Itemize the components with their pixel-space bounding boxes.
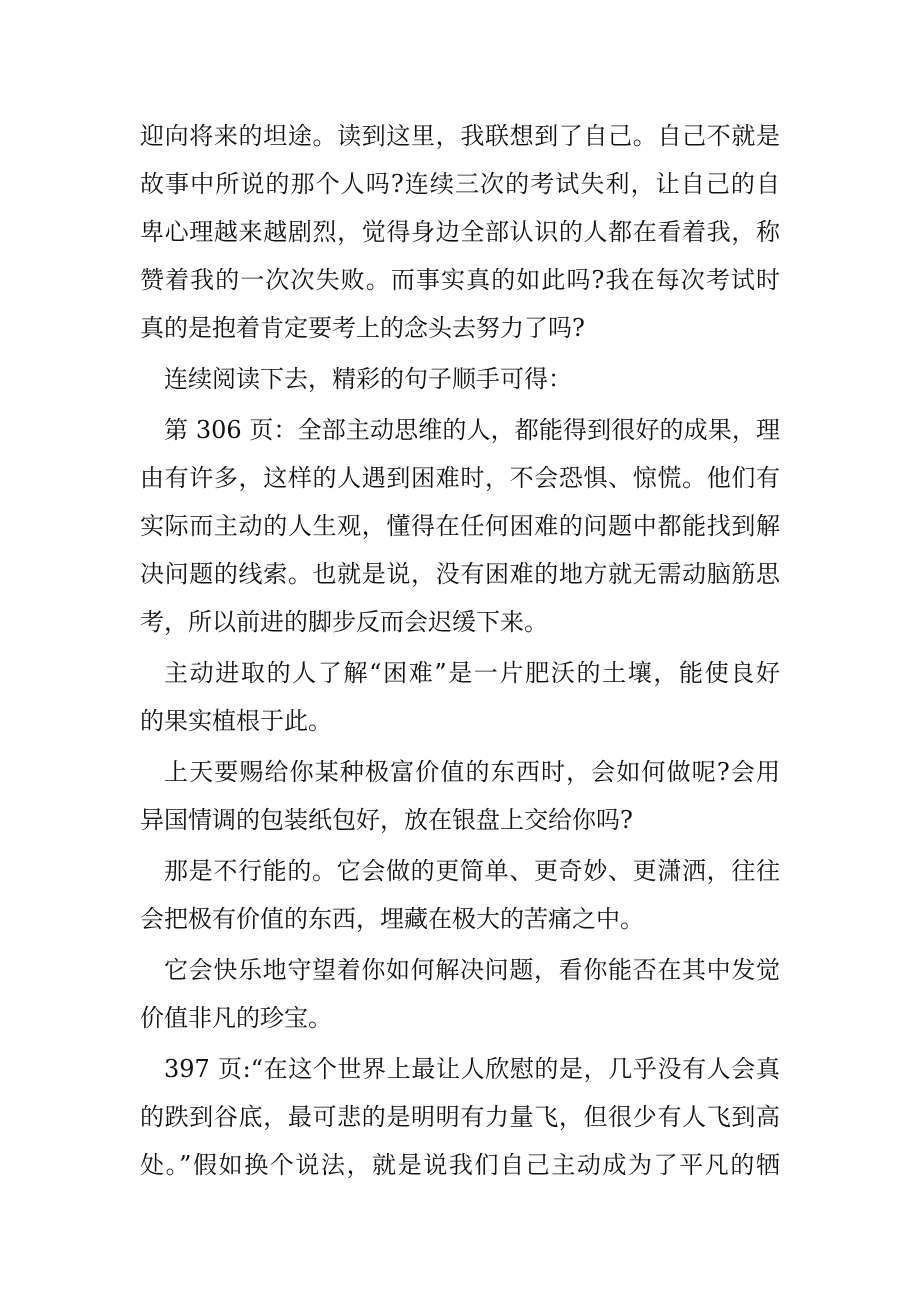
paragraph-first-line: 第 306 页：全部主动思维的人，都能得到很好的成果，理 bbox=[164, 416, 780, 444]
paragraph-first-line: 那是不行能的。它会做的更简单、更奇妙、更潇洒，往往 bbox=[164, 857, 780, 885]
paragraph-first-line: 主动进取的人了解“困难”是一片肥沃的土壤，能使良好 bbox=[164, 659, 780, 687]
text-line: 决问题的线索。也就是说，没有困难的地方就无需动脑筋思 bbox=[140, 560, 780, 588]
paragraph-first-line: 它会快乐地守望着你如何解决问题，看你能否在其中发觉 bbox=[164, 956, 780, 984]
paragraph-first-line: 上天要赐给你某种极富价值的东西时，会如何做呢?会用 bbox=[164, 758, 780, 786]
text-line: 价值非凡的珍宝。 bbox=[140, 1004, 332, 1032]
text-line: 卑心理越来越剧烈，觉得身边全部认识的人都在看着我，称 bbox=[140, 218, 780, 246]
text-line: 考，所以前进的脚步反而会迟缓下来。 bbox=[140, 608, 548, 636]
text-line: 会把极有价值的东西，埋藏在极大的苦痛之中。 bbox=[140, 905, 644, 933]
text-line: 由有许多，这样的人遇到困难时，不会恐惧、惊慌。他们有 bbox=[140, 464, 780, 492]
text-line: 真的是抱着肯定要考上的念头去努力了吗? bbox=[140, 314, 585, 342]
paragraph-first-line: 连续阅读下去，精彩的句子顺手可得： bbox=[164, 365, 572, 393]
text-line: 实际而主动的人生观，懂得在任何困难的问题中都能找到解 bbox=[140, 512, 780, 540]
text-line: 处。”假如换个说法，就是说我们自己主动成为了平凡的牺 bbox=[140, 1151, 780, 1179]
paragraph-first-line: 397 页:“在这个世界上最让人欣慰的是，几乎没有人会真 bbox=[164, 1055, 780, 1083]
text-line: 的跌到谷底，最可悲的是明明有力量飞，但很少有人飞到高 bbox=[140, 1103, 780, 1131]
text-line: 异国情调的包装纸包好，放在银盘上交给你吗? bbox=[140, 806, 633, 834]
text-line: 的果实植根于此。 bbox=[140, 707, 332, 735]
text-line: 迎向将来的坦途。读到这里，我联想到了自己。自己不就是 bbox=[140, 122, 780, 150]
text-line: 赞着我的一次次失败。而事实真的如此吗?我在每次考试时 bbox=[140, 266, 780, 294]
text-line: 故事中所说的那个人吗?连续三次的考试失利，让自己的自 bbox=[140, 170, 780, 198]
